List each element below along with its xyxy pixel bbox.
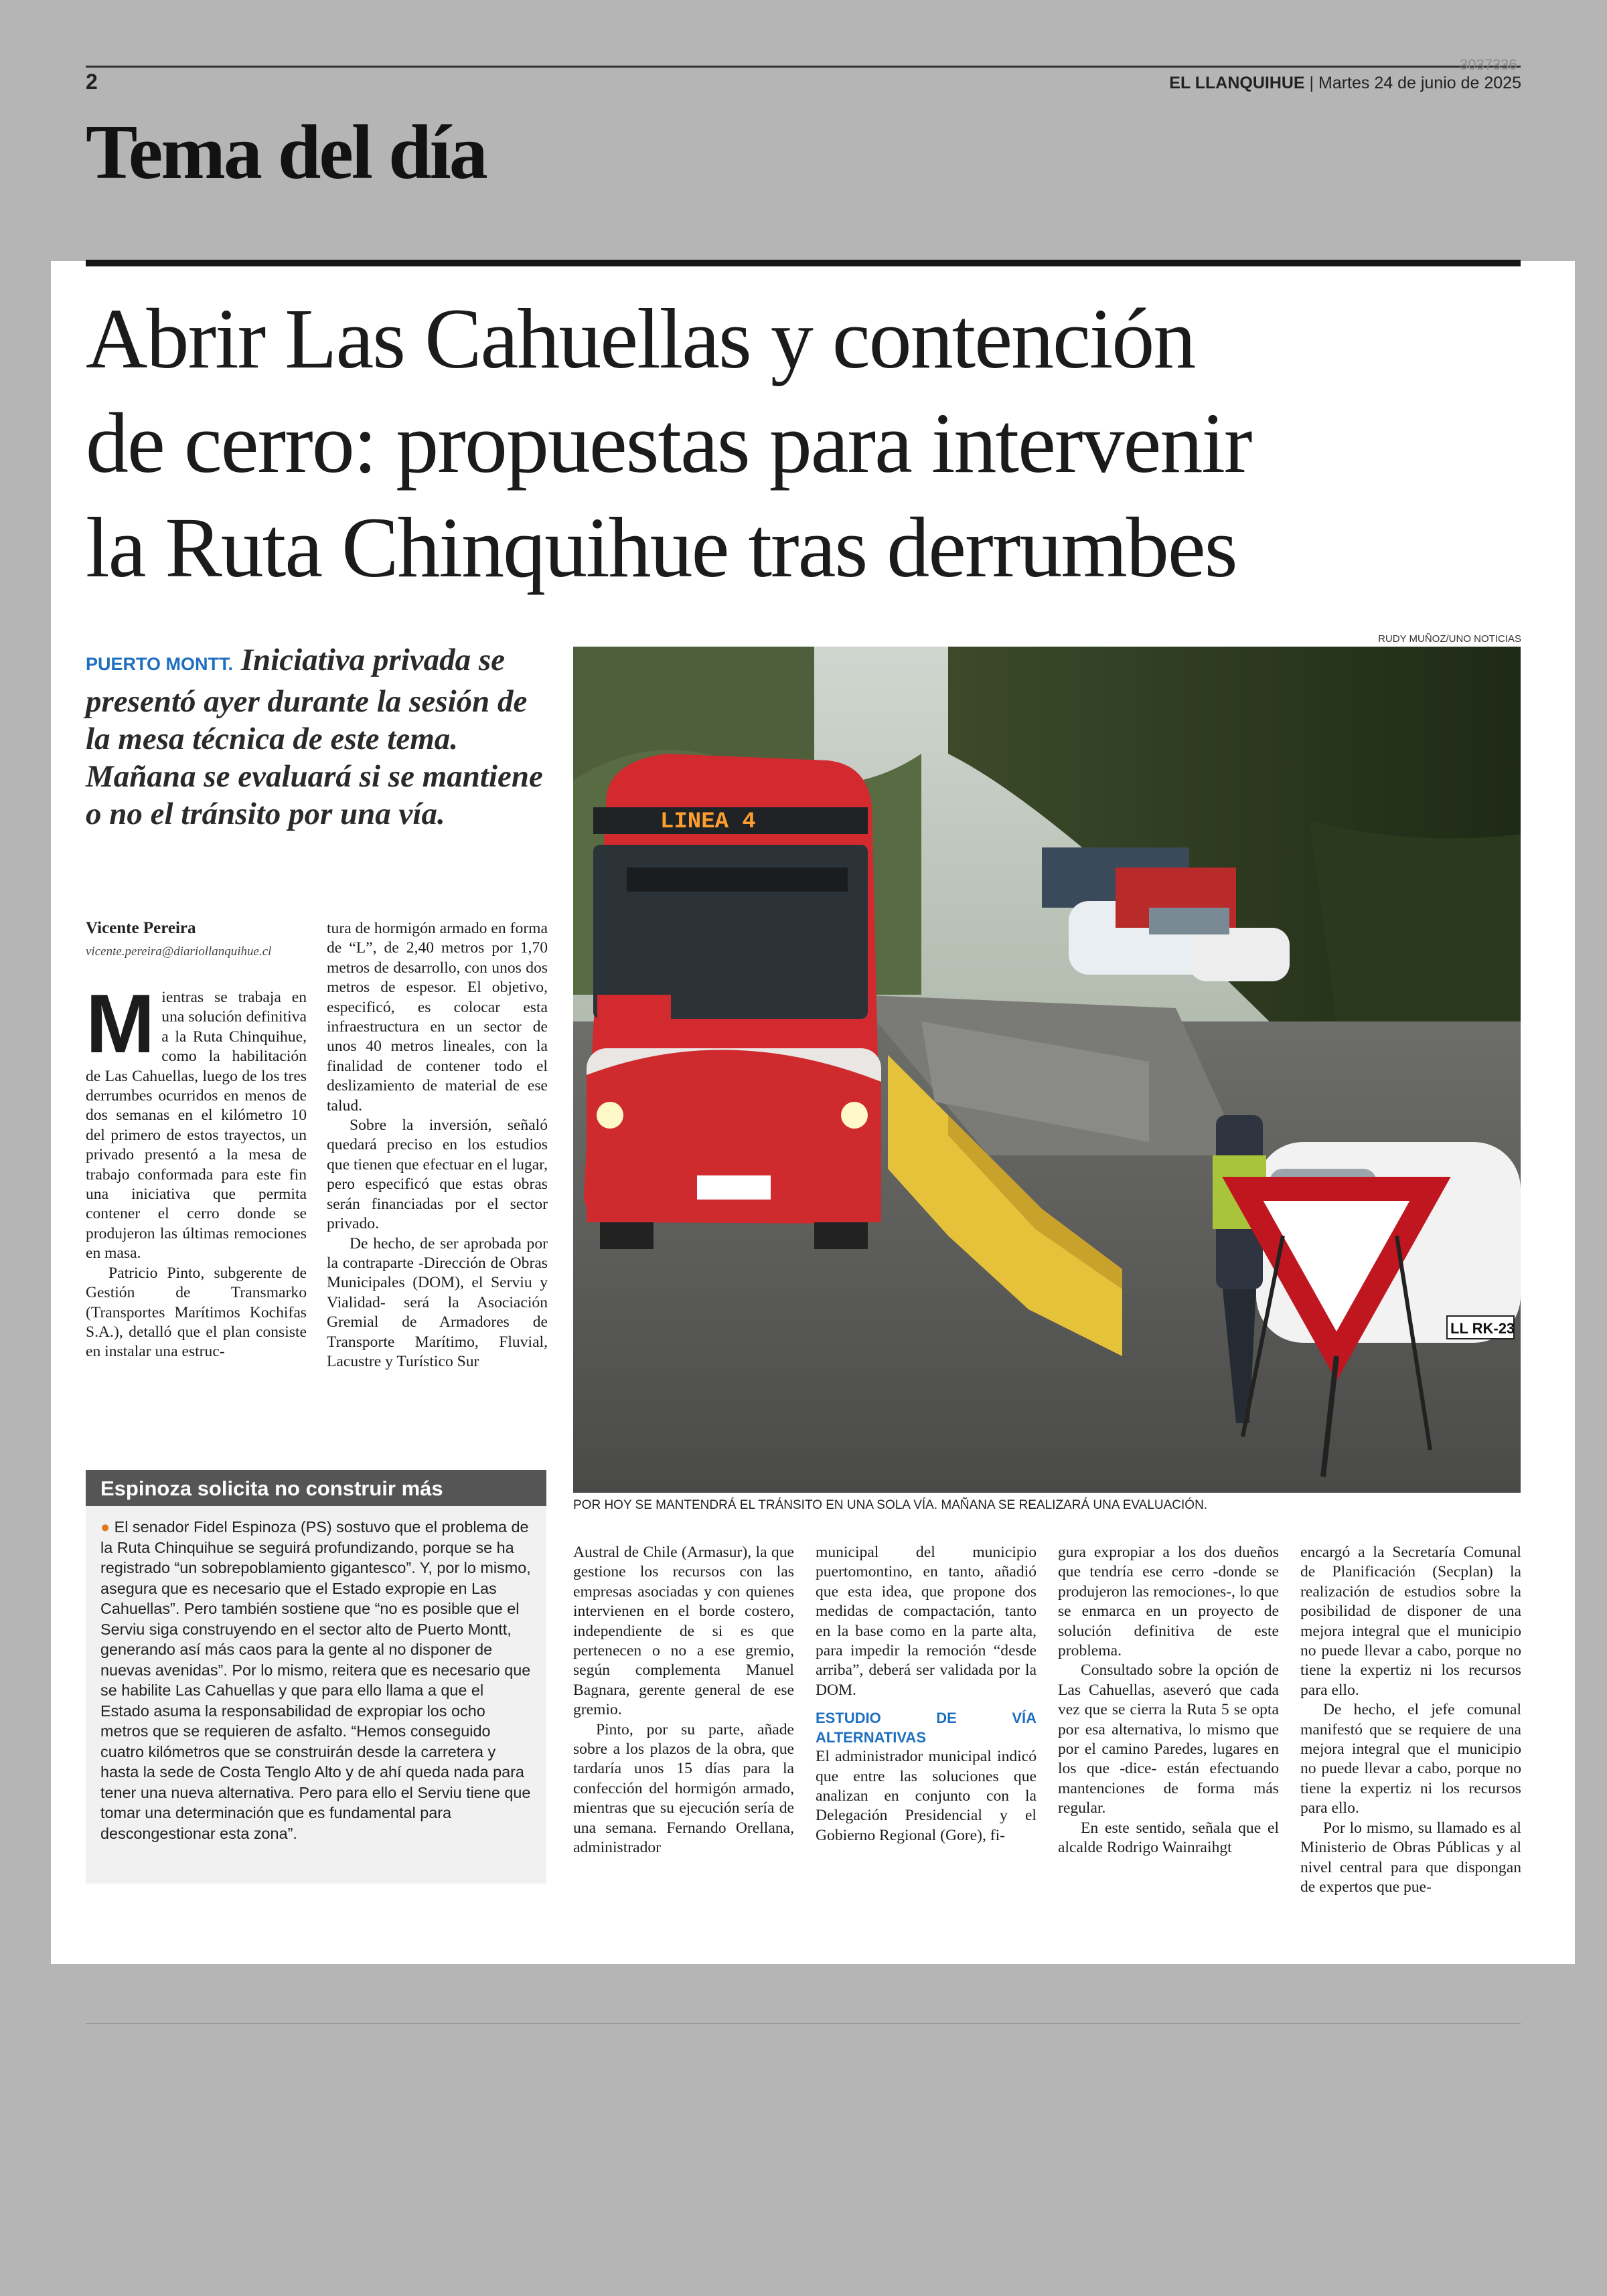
sidebar-body	[100, 1517, 534, 1843]
sidebar-title: Espinoza solicita no construir más	[100, 1477, 443, 1500]
paragraph: Por lo mismo, su llamado es al Ministerio de Obras Públicas y al nivel central para que dispongan de expertos que pue-	[1300, 1819, 1521, 1896]
bus-route-sign: LINEA 4	[660, 809, 756, 835]
dateline: PUERTO MONTT.	[86, 654, 234, 674]
section-title: Tema del día	[86, 110, 486, 195]
bullet-icon: ●	[100, 1518, 110, 1536]
headline	[86, 286, 1521, 600]
author-name: Vicente Pereira	[86, 919, 196, 937]
photo-caption: POR HOY SE MANTENDRÁ EL TRÁNSITO EN UNA SOLA VÍA. MAÑANA SE REALIZARÁ UNA EVALUACIÓN.	[573, 1498, 1208, 1512]
photo-credit: RUDY MUÑOZ/UNO NOTICIAS	[1378, 633, 1521, 645]
top-rule	[86, 66, 1521, 68]
paragraph: Pinto, por su parte, añade sobre a los plazos de la obra, que tardaría unos 15 días para la confección del hormigón armado, mientras que su ejecución sería de una semana. Fernando Orellana, administrador	[573, 1720, 794, 1857]
lede	[86, 641, 549, 833]
subheading: ESTUDIO DE VÍA ALTERNATIVAS	[816, 1710, 1037, 1746]
headline-line-2: de cerro: propuestas para intervenir	[86, 396, 1251, 491]
body-column-2	[327, 919, 548, 1372]
paragraph: Patricio Pinto, subgerente de Gestión de Transmarko (Transportes Marítimos Kochifas S.A.), detalló que el plan consiste en instalar una estruc-	[86, 1264, 307, 1361]
paragraph: De hecho, el jefe comunal manifestó que se requiere de una mejora integral que el municipio no puede llevar a cabo, porque no tiene la expertiz ni los recursos para ello.	[1300, 1701, 1521, 1817]
publication-date: Martes 24 de junio de 2025	[1318, 74, 1521, 92]
news-photo	[573, 647, 1521, 1493]
bottom-rule	[86, 2023, 1521, 2024]
author-email: vicente.pereira@diariollanquihue.cl	[86, 945, 272, 959]
paragraph-text: ientras se trabaja en una solución definitiva a la Ruta Chinquihue, como la habilitación de Las Cahuellas, luego de los tres derrumbes ocurridos en menos de dos semanas en el kilómetro 10 del primero de estos trayectos, un privado presentó a la mesa de trabajo conformada para este fin una iniciativa que permita contener el cerro donde se produjeron las últimas remociones en masa.	[86, 989, 307, 1262]
paragraph: encargó a la Secretaría Comunal de Planificación (Secplan) la realización de estudios sobre la posibilidad de disponer de una mejora integral que el municipio no puede llevar a cabo, porque no tiene la expertiz ni los recursos para ello.	[1300, 1544, 1521, 1699]
headline-line-3: la Ruta Chinquihue tras derrumbes	[86, 500, 1237, 595]
paragraph: gura expropiar a los dos dueños que tendría ese cerro -donde se produjeron las remociones-, lo que se enmarca en un proyecto de solución definitiva de este problema.	[1058, 1544, 1279, 1660]
body-column-5	[1058, 1543, 1279, 1858]
headline-rule	[86, 260, 1521, 266]
lede-text: Iniciativa privada se presentó ayer durante la sesión de la mesa técnica de este tema. Mañana se evaluará si se mantiene o no el tránsito por una vía.	[86, 643, 543, 831]
paragraph: municipal del municipio puertomontino, en tanto, añadió que esta idea, que propone dos medidas de compactación, tanto en la base como en la parte alta, para impedir la remoción “desde arriba”, deberá ser validada por la DOM.	[816, 1544, 1037, 1699]
publication-info: EL LLANQUIHUE | Martes 24 de junio de 2025	[1169, 74, 1521, 92]
archive-stamp: 3037336	[1460, 56, 1517, 73]
photo-plate: LL RK-23	[1450, 1320, 1515, 1337]
headline-line-1: Abrir Las Cahuellas y contención	[86, 291, 1195, 386]
publication-name: EL LLANQUIHUE	[1169, 74, 1305, 92]
sidebar-text: El senador Fidel Espinoza (PS) sostuvo que el problema de la Ruta Chinquihue se seguirá profundizando, porque se ha registrado “un sobrepoblamiento gigantesco”. Y, por lo mismo, asegura que es necesario que el Estado expropie en Las Cahuellas”. Pero también sostiene que “no es posible que el Serviu siga construyendo en el sector alto de Puerto Montt, generando así más caos para la gente al no disponer de nuevas avenidas”. Por lo mismo, reitera que es necesario que se habilite Las Cahuellas y que para ello llama a que el Estado asuma la responsabilidad de expropiar los ocho metros que se requieren de asfalto. “Hemos conseguido cuatro kilómetros que se construirán desde la carretera y hasta la sede de Costa Tenglo Alto y de ahí queda nada para tener una nueva alternativa. Pero para ello el Serviu tiene que tomar una determinación que es fundamental para descongestionar esta zona”.	[100, 1518, 531, 1842]
drop-cap: M	[86, 978, 155, 1070]
paragraph: El administrador municipal indicó que entre las soluciones que analizan en conjunto con la Delegación Presidencial y el Gobierno Regional (Gore), fi-	[816, 1748, 1037, 1844]
paragraph: Austral de Chile (Armasur), la que gestione los recursos con las empresas asociadas y con quienes intervienen en el borde costero, independiente de si es que pertenecen o no a ese gremio, según complementa Manuel Bagnara, gerente general de ese gremio.	[573, 1544, 794, 1719]
body-column-1	[86, 978, 307, 1362]
paragraph: tura de hormigón armado en forma de “L”, de 2,40 metros por 1,70 metros de desarrollo, con unos dos metros de espesor. El objetivo, especificó, es colocar esta infraestructura en un sector de unos 40 metros lineales, con la finalidad de contener todo el deslizamiento de material de ese talud.	[327, 920, 548, 1115]
paragraph: Sobre la inversión, señaló quedará preciso en los estudios que tienen que efectuar en el lugar, pero especificó que estas obras serán financiadas por el sector privado.	[327, 1117, 548, 1233]
body-column-3	[573, 1543, 794, 1858]
paragraph: Consultado sobre la opción de Las Cahuellas, aseveró que cada vez que se cierra la Ruta 5 se opta por esa alternativa, lo mismo que por el camino Paredes, lugares en los que -dice- están efectuando mantenciones de forma más regular.	[1058, 1661, 1279, 1817]
paragraph: De hecho, de ser aprobada por la contraparte -Dirección de Obras Municipales (DOM), el Serviu y Vialidad- será la Asociación Gremial de Armadores de Transporte Marítimo, Fluvial, Lacustre y Turístico Sur	[327, 1234, 548, 1370]
page-number: 2	[86, 70, 98, 94]
body-column-4	[816, 1543, 1037, 1846]
paragraph: En este sentido, señala que el alcalde Rodrigo Wainraihgt	[1058, 1819, 1279, 1857]
paragraph	[86, 978, 307, 1264]
body-column-6	[1300, 1543, 1521, 1897]
